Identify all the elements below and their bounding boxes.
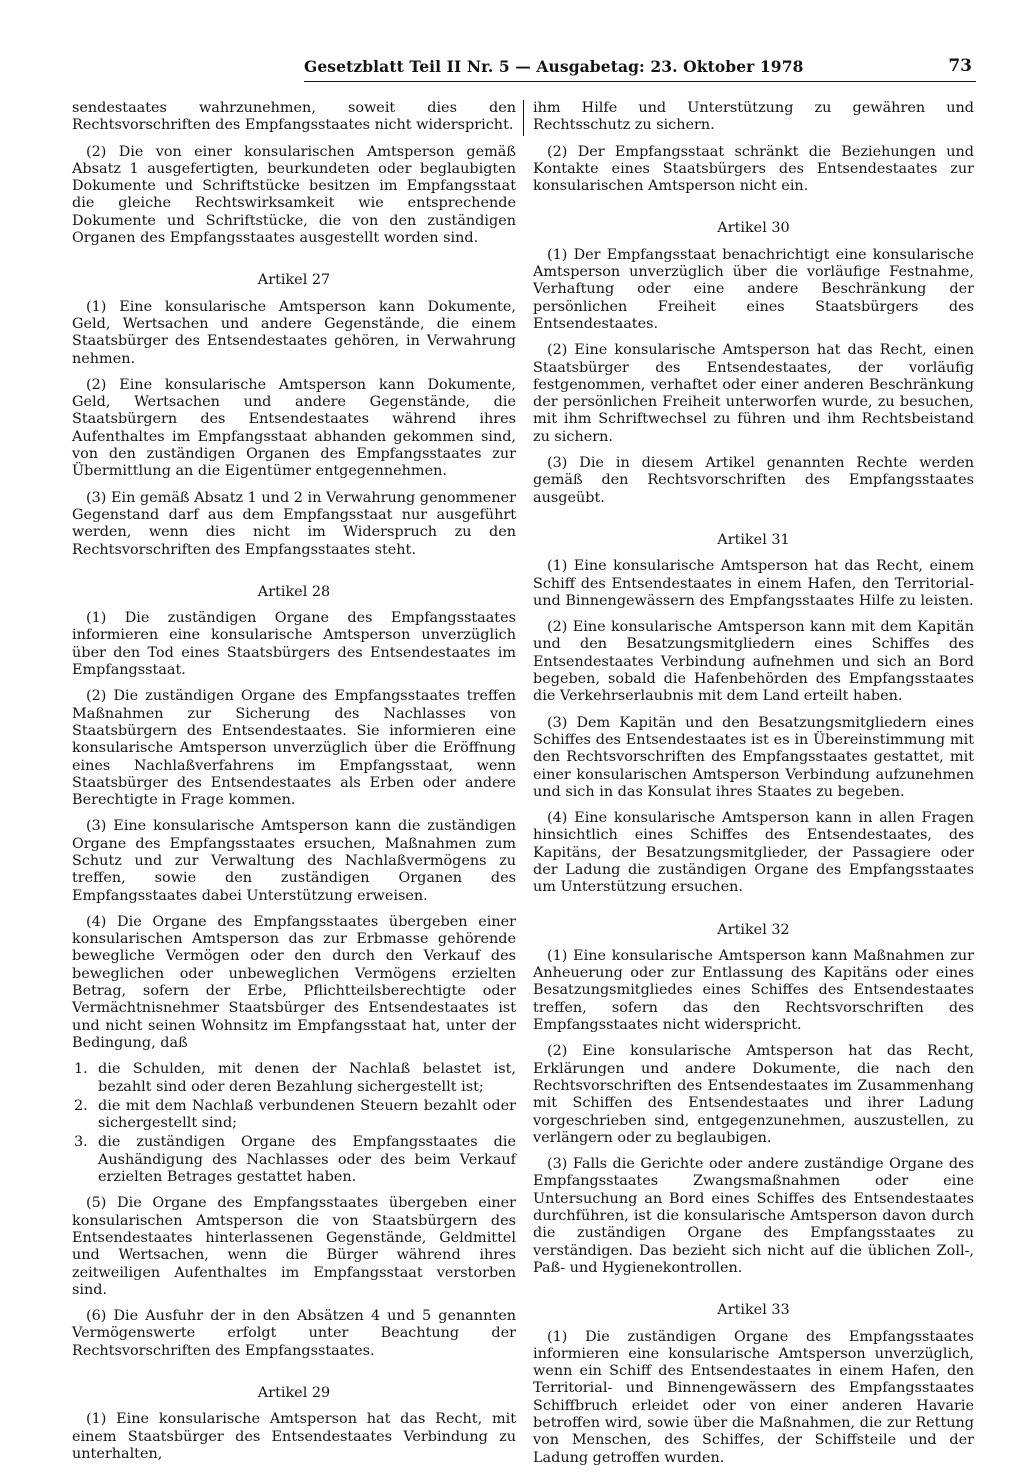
article-31-heading: Artikel 31: [717, 531, 790, 548]
paragraph: (1) Eine konsularische Amtsperson kann Dokumente, Geld, Wertsachen und andere Gegenstände, die einem Staatsbürger des Entsendestaates gehören, in Verwahrung nehmen.: [72, 298, 516, 367]
list-number: 2.: [74, 1097, 88, 1114]
list-text: die Schulden, mit denen der Nachlaß belastet ist, bezahlt sind oder deren Bezahlung sichergestellt ist;: [98, 1061, 516, 1095]
paragraph: (5) Die Organe des Empfangsstaates übergeben einer konsularischen Amtsperson die von Staatsbürgern des Entsendestaates hinterlassenen Gegenstände, Geldmittel und Wertsachen, wenn die Bürger während ihres zeitweiligen Aufenthaltes im Empfangsstaat verstorben sind.: [72, 1195, 516, 1298]
paragraph: (1) Eine konsularische Amtsperson kann Maßnahmen zur Anheuerung oder zur Entlassung des Kapitäns oder eines Besatzungsmitgliedes eines Schiffes des Entsendestaates treffen, sofern das den Rechtsvorschriften des Empfangsstaates nicht widerspricht.: [533, 947, 974, 1034]
paragraph: (4) Eine konsularische Amtsperson kann in allen Fragen hinsichtlich eines Schiffes des Entsendestaates, des Kapitäns, der Besatzungsmitglieder, der Passagiere oder der Ladung die zuständigen Organe des Empfangsstaates um Unterstützung ersuchen.: [533, 810, 974, 896]
condition-list: [72, 1061, 516, 1186]
paragraph: (2) Eine konsularische Amtsperson kann Dokumente, Geld, Wertsachen und andere Gegenstände, die Staatsbürgern des Entsendestaates während ihres Aufenthaltes im Empfangsstaat abhanden gekommen sind, von den zuständigen Organen des Empfangsstaates zur Übermittlung an die Eigentümer entgegennehmen.: [72, 376, 516, 480]
page-number: 73: [948, 56, 972, 76]
list-item: [72, 1061, 516, 1096]
paragraph-continued: ihm Hilfe und Unterstützung zu gewähren und Rechtsschutz zu sichern.: [533, 100, 974, 134]
paragraph: (3) Dem Kapitän und den Besatzungsmitgliedern eines Schiffes des Entsendestaates ist es in Übereinstimmung mit den Rechtsvorschriften des Empfangsstaates gestattet, mit einer konsularischen Amtsperson Verbindung aufzunehmen und sich in das Konsulat ihres Staates zu begeben.: [533, 714, 974, 800]
paragraph-continued: sendestaates wahrzunehmen, soweit dies den Rechtsvorschriften des Empfangsstaates nicht widerspricht.: [72, 100, 516, 134]
paragraph: (2) Der Empfangsstaat schränkt die Beziehungen und Kontakte eines Staatsbürgers des Entsendestaates zur konsularischen Amtsperson nicht ein.: [533, 143, 974, 195]
article-29-heading: Artikel 29: [257, 1385, 331, 1401]
article-32-heading: Artikel 32: [717, 921, 790, 938]
paragraph: (2) Die von einer konsularischen Amtsperson gemäß Absatz 1 ausgefertigten, beurkundeten oder beglaubigten Dokumente und Schriftstücke besitzen im Empfangsstaat die gleiche Rechtswirksamkeit wie entsprechende Dokumente und Schriftstücke, die von den zuständigen Organen des Empfangsstaates ausgestellt worden sind.: [72, 143, 516, 247]
article-30-heading: Artikel 30: [717, 220, 790, 237]
paragraph: (2) Eine konsularische Amtsperson kann mit dem Kapitän und den Besatzungsmitgliedern eines Schiffes des Entsendestaates Verbindung aufnehmen und sich an Bord begeben, sobald die Hafenbehörden des Empfangsstaates die Verkehrserlaubnis mit dem Land erteilt haben.: [533, 619, 974, 705]
paragraph: (3) Eine konsularische Amtsperson kann die zuständigen Organe des Empfangsstaates ersuchen, Maßnahmen zum Schutz und zur Verwaltung des Nachlaßvermögens zu treffen, sowie den zuständigen Organen des Empfangsstaates dabei Unterstützung erweisen.: [72, 818, 516, 904]
paragraph: (1) Der Empfangsstaat benachrichtigt eine konsularische Amtsperson unverzüglich über die vorläufige Festnahme, Verhaftung oder eine andere Beschränkung der persönlichen Freiheit eines Staatsbürgers des Entsendestaates.: [533, 246, 974, 332]
paragraph: (1) Die zuständigen Organe des Empfangsstaates informieren eine konsularische Amtsperson unverzüglich über den Tod eines Staatsbürgers des Entsendestaates im Empfangsstaat.: [72, 610, 516, 679]
list-text: die zuständigen Organe des Empfangsstaates die Aushändigung des Nachlasses oder des beim Verkauf erzielten Betrages gestattet haben.: [98, 1134, 516, 1186]
paragraph: (2) Eine konsularische Amtsperson hat das Recht, einen Staatsbürger des Entsendestaates, der vorläufig festgenommen, verhaftet oder einer anderen Beschränkung der persönlichen Freiheit unterworfen wurde, zu besuchen, mit ihm Schriftwechsel zu führen und ihm Rechtsbeistand zu sichern.: [533, 342, 974, 445]
paragraph: (1) Eine konsularische Amtsperson hat das Recht, einem Schiff des Entsendestaates in einem Hafen, den Territorial- und Binnengewässern des Empfangsstaates Hilfe zu leisten.: [533, 558, 974, 609]
paragraph: (2) Eine konsularische Amtsperson hat das Recht, Erklärungen und andere Dokumente, die nach den Rechtsvorschriften des Entsendestaates im Zusammenhang mit Schiffen des Entsendestaates und ihrer Ladung vorgeschrieben sind, entgegenzunehmen, auszustellen, zu verlängern oder zu beglaubigen.: [533, 1043, 974, 1146]
paragraph: (3) Falls die Gerichte oder andere zuständige Organe des Empfangsstaates Zwangsmaßnahmen oder eine Untersuchung an Bord eines Schiffes des Entsendestaates durchführen, ist die konsularische Amtsperson davon durch die zuständigen Organe des Empfangsstaates zu verständigen. Das bezieht sich nicht auf die üblichen Zoll-, Paß- und Hygienekontrollen.: [533, 1156, 974, 1276]
list-item: [72, 1098, 516, 1133]
list-item: [72, 1134, 516, 1186]
running-head: Gesetzblatt Teil II Nr. 5 — Ausgabetag: 23. Oktober 1978: [304, 57, 804, 76]
list-number: 1.: [74, 1061, 88, 1078]
paragraph: (1) Die zuständigen Organe des Empfangsstaates informieren eine konsularische Amtsperson unverzüglich, wenn ein Schiff des Entsendestaates in einem Hafen, den Territorial- und Binnengewässern des Empfangsstaates Schiffbruch erleidet oder von einer anderen Havarie betroffen wird, sowie über die Maßnahmen, die zur Rettung von Menschen, des Schiffes, der Schiffsteile und der Ladung getroffen wurden.: [533, 1328, 974, 1466]
list-number: 3.: [74, 1134, 88, 1151]
article-27-heading: Artikel 27: [257, 272, 331, 289]
column-rule: [523, 100, 524, 136]
list-text: die mit dem Nachlaß verbundenen Steuern bezahlt oder sichergestellt sind;: [98, 1097, 516, 1132]
paragraph: (4) Die Organe des Empfangsstaates übergeben einer konsularischen Amtsperson das zur Erbmasse gehörende bewegliche Vermögen oder den durch den Verkauf des beweglichen oder unbeweglichen Vermögens erzielten Betrag, sofern der Erbe, Pflichtteilsberechtigte oder Vermächtnisnehmer Staatsbürger des Entsendestaates ist und nicht seinen Wohnsitz im Empfangsstaat hat, unter der Bedingung, daß: [72, 913, 516, 1051]
right-column: [533, 100, 974, 1476]
left-column: [72, 100, 516, 1472]
paragraph: (2) Die zuständigen Organe des Empfangsstaates treffen Maßnahmen zur Sicherung des Nachlasses von Staatsbürgern des Entsendestaates. Sie informieren eine konsularische Amtsperson unverzüglich über die Eröffnung eines Nachlaßverfahrens im Empfangsstaat, wenn Staatsbürger des Entsendestaates als Erben oder andere Berechtigte in Frage kommen.: [72, 688, 516, 809]
paragraph: (3) Ein gemäß Absatz 1 und 2 in Verwahrung genommener Gegenstand darf aus dem Empfangsstaat nur ausgeführt werden, wenn dies nicht im Widerspruch zu den Rechtsvorschriften des Empfangsstaates steht.: [72, 489, 516, 558]
paragraph: (3) Die in diesem Artikel genannten Rechte werden gemäß den Rechtsvorschriften des Empfangsstaates ausgeübt.: [533, 455, 974, 506]
paragraph: (1) Eine konsularische Amtsperson hat das Recht, mit einem Staatsbürger des Entsendestaates Verbindung zu unterhalten,: [72, 1411, 516, 1462]
page-header: [304, 57, 976, 82]
article-33-heading: Artikel 33: [717, 1302, 790, 1319]
article-28-heading: Artikel 28: [257, 583, 331, 600]
paragraph: (6) Die Ausfuhr der in den Absätzen 4 und 5 genannten Vermögenswerte erfolgt unter Beachtung der Rechtsvorschriften des Empfangsstaates.: [72, 1308, 516, 1359]
